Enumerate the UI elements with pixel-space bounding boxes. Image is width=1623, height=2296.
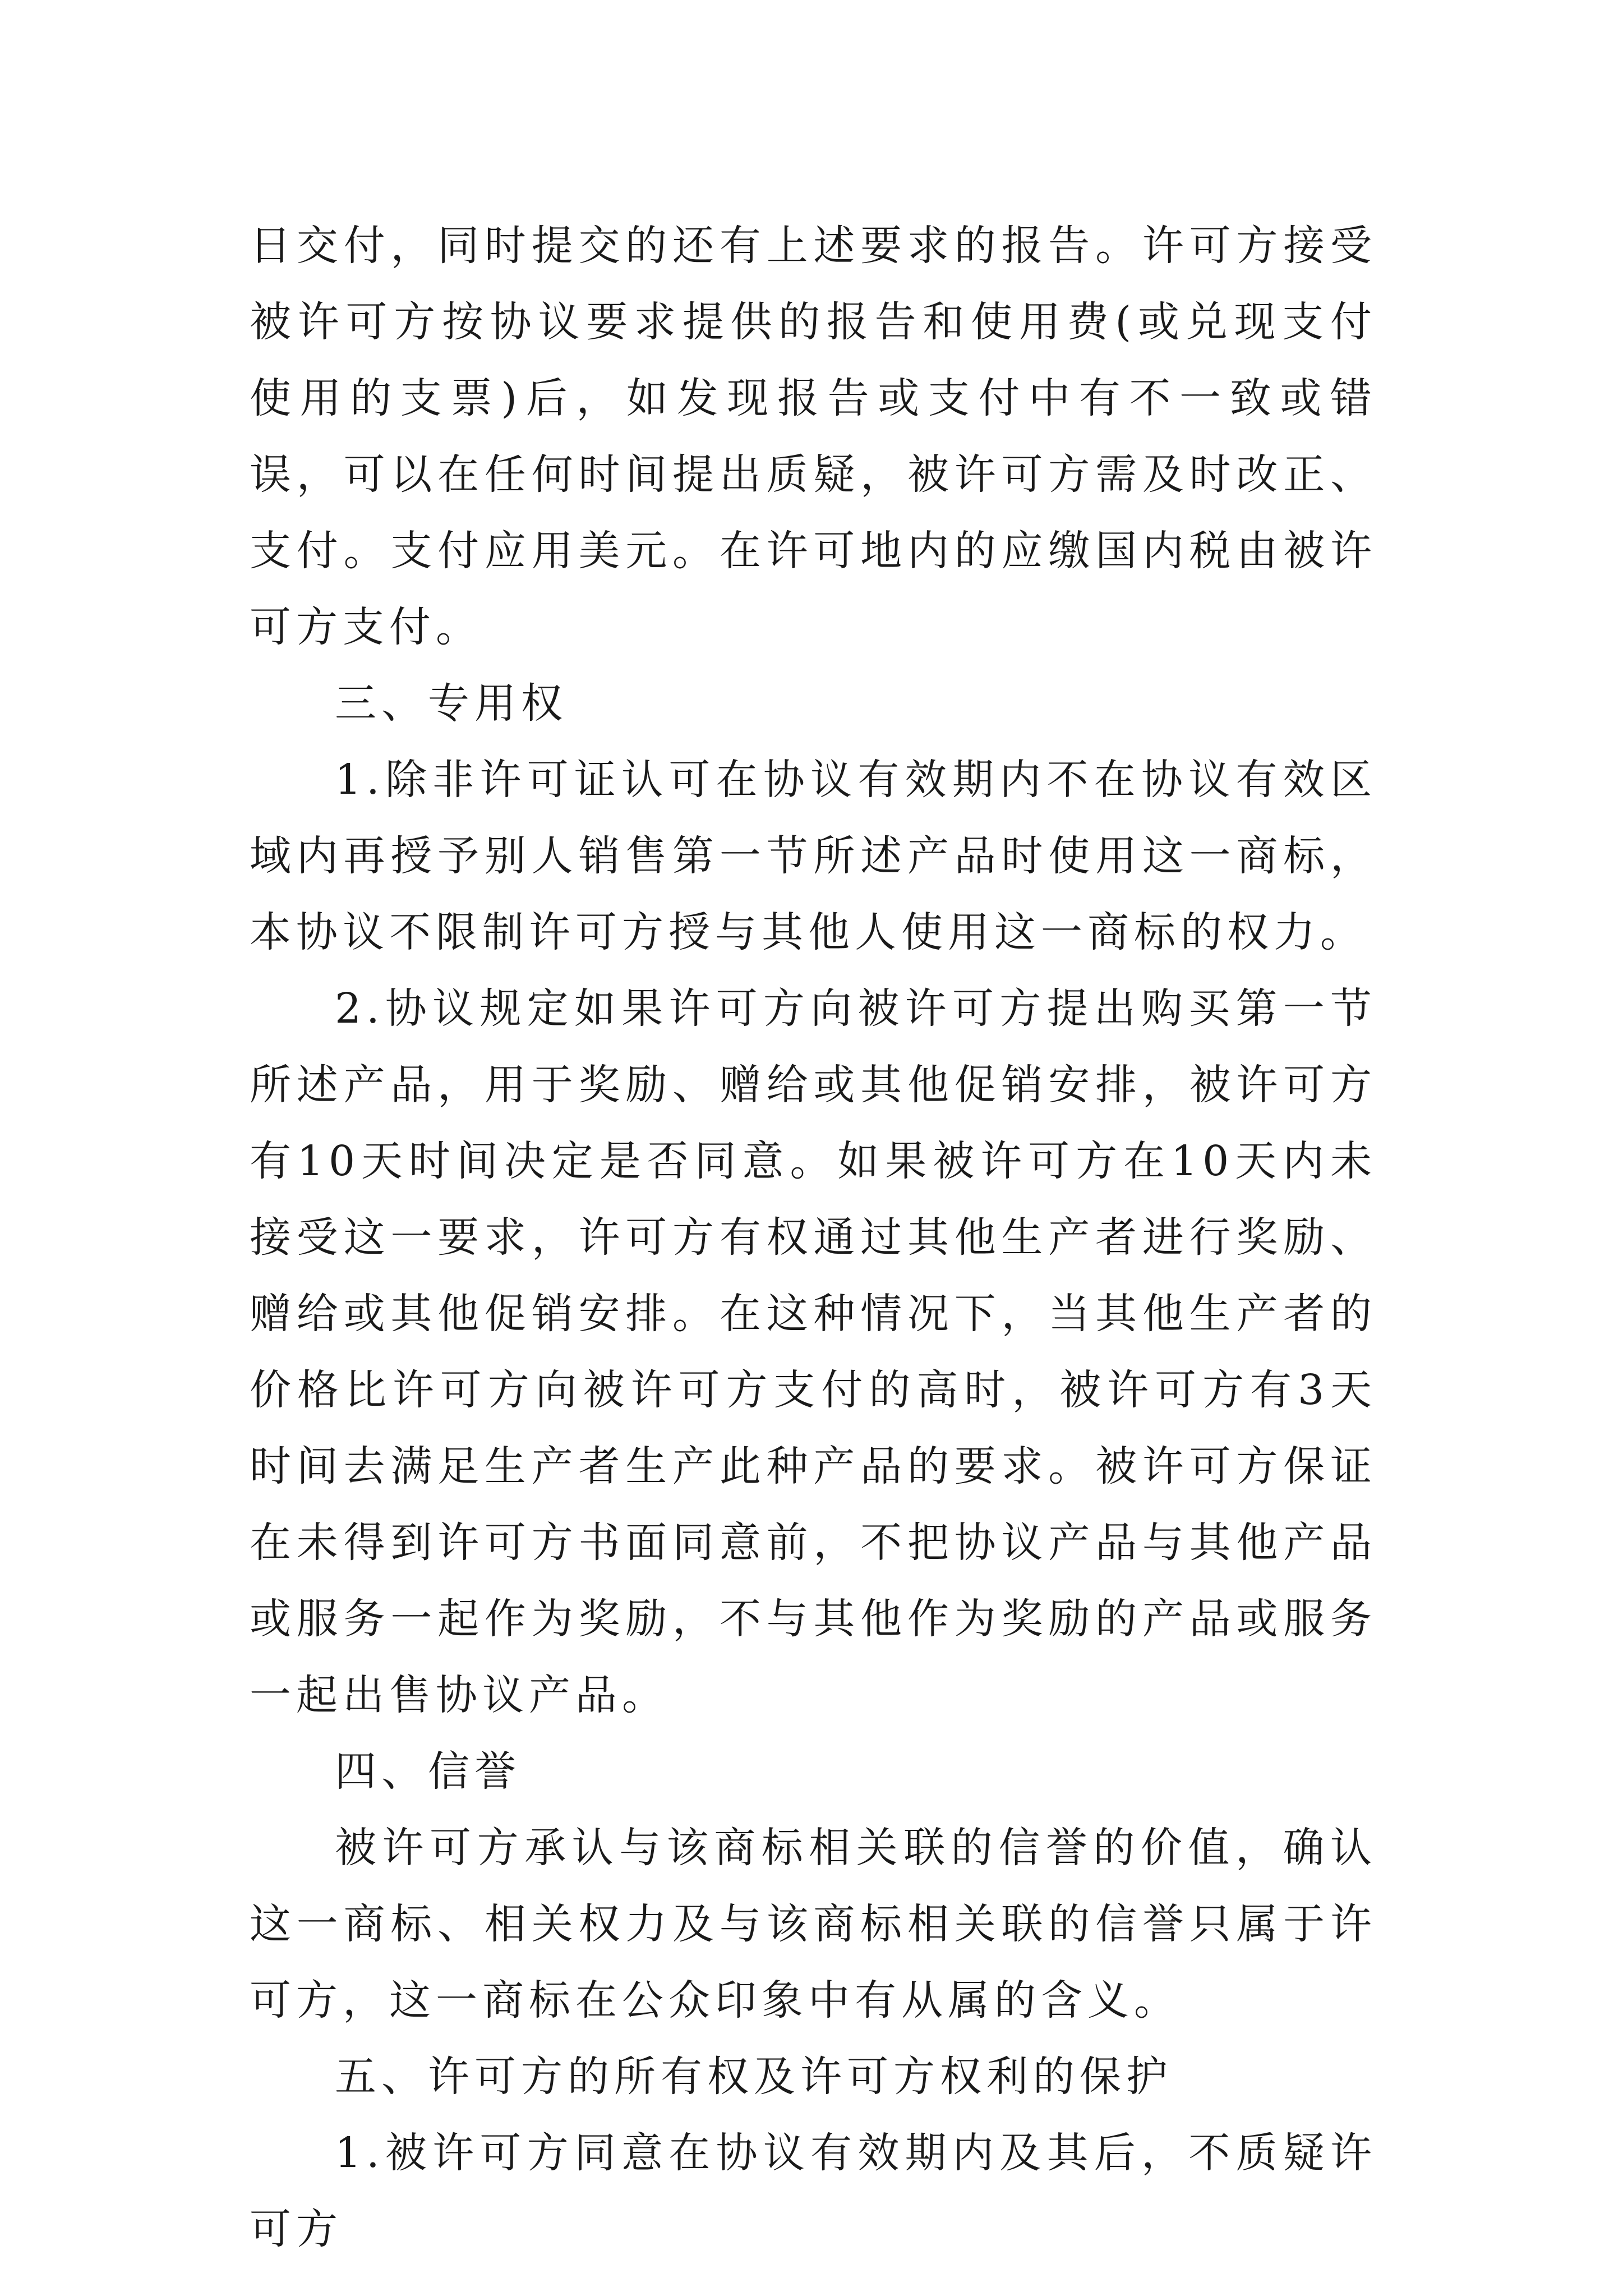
section-heading-exclusive-right: 三、专用权	[335, 679, 568, 728]
section-heading-goodwill: 四、信誉	[335, 1747, 521, 1796]
paragraph-ownership-1: 1.被许可方同意在协议有效期内及其后，不质疑许可方	[250, 2129, 1377, 2253]
paragraph-goodwill: 被许可方承认与该商标相关联的信誉的价值，确认这一商标、相关权力及与该商标相关联的信誉只属于许可方，这一商标在公众印象中有从属的含义。	[250, 1824, 1377, 2024]
document-body	[250, 208, 1377, 2267]
paragraph-exclusive-right-2: 2.协议规定如果许可方向被许可方提出购买第一节所述产品，用于奖励、赠给或其他促销安排，被许可方有10天时间决定是否同意。如果被许可方在10天内未接受这一要求，许可方有权通过其他生产者进行奖励、赠给或其他促销安排。在这种情况下，当其他生产者的价格比许可方向被许可方支付的高时，被许可方有3天时间去满足生产者生产此种产品的要求。被许可方保证在未得到许可方书面同意前，不把协议产品与其他产品或服务一起作为奖励，不与其他作为奖励的产品或服务一起出售协议产品。	[250, 984, 1377, 1719]
paragraph-exclusive-right-1: 1.除非许可证认可在协议有效期内不在协议有效区域内再授予别人销售第一节所述产品时使用这一商标，本协议不限制许可方授与其他人使用这一商标的权力。	[250, 756, 1377, 956]
paragraph-payment-continued: 日交付，同时提交的还有上述要求的报告。许可方接受被许可方按协议要求提供的报告和使用费(或兑现支付使用的支票)后，如发现报告或支付中有不一致或错误，可以在任何时间提出质疑，被许可方需及时改正、支付。支付应用美元。在许可地内的应缴国内税由被许可方支付。	[250, 222, 1377, 651]
section-heading-ownership: 五、许可方的所有权及许可方权利的保护	[335, 2053, 1173, 2101]
